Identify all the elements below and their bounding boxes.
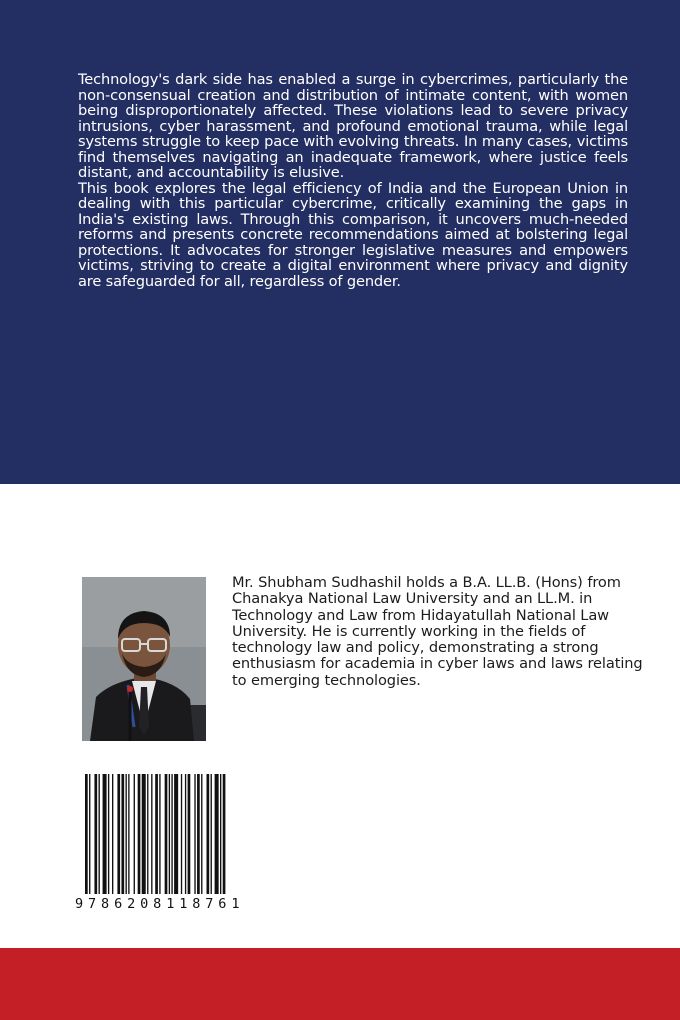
barcode-bar <box>142 774 146 894</box>
author-photo <box>82 577 206 741</box>
barcode-bar <box>126 774 127 894</box>
barcode-bar <box>138 774 141 894</box>
barcode-bar <box>99 774 100 894</box>
barcode-bar <box>155 774 158 894</box>
barcode-bar <box>147 774 148 894</box>
bottom-red-band <box>0 948 680 1020</box>
barcode-bar <box>207 774 210 894</box>
barcode-bar <box>174 774 178 894</box>
barcode-bar <box>188 774 191 894</box>
barcode-bar <box>89 774 90 894</box>
barcode-bar <box>211 774 212 894</box>
barcode-bar <box>165 774 168 894</box>
barcode-bar <box>117 774 120 894</box>
back-cover-top-panel <box>0 0 680 484</box>
barcode-bar <box>159 774 160 894</box>
barcode-bar <box>121 774 124 894</box>
barcode-bars <box>75 774 315 894</box>
barcode-bar <box>169 774 170 894</box>
barcode-bar <box>103 774 107 894</box>
barcode-bar <box>128 774 129 894</box>
book-blurb <box>78 72 628 289</box>
isbn-barcode <box>75 772 315 920</box>
barcode-bar <box>220 774 221 894</box>
barcode-bar <box>151 774 152 894</box>
barcode-bar <box>223 774 226 894</box>
barcode-bar <box>112 774 113 894</box>
author-portrait-image <box>82 577 206 741</box>
barcode-bar <box>197 774 200 894</box>
barcode-bar <box>215 774 219 894</box>
barcode-bar <box>134 774 135 894</box>
barcode-bar <box>108 774 109 894</box>
blurb-paragraph-2: This book explores the legal efficiency of India and the European Union in dealing with this particular cybercrime, critically examining the gaps in India's existing laws. Through this comparison, it uncovers much-needed reforms and presents concrete recommendations aimed at bolstering legal protections. It advocates for stronger legislative measures and empowers victims, striving to create a digital environment where privacy and dignity are safeguarded for all, regardless of gender. <box>78 179 628 290</box>
barcode-bar <box>85 774 88 894</box>
barcode-bar <box>94 774 97 894</box>
isbn-digits: 9786208118761 <box>75 896 245 912</box>
barcode-bar <box>185 774 186 894</box>
barcode-bar <box>194 774 195 894</box>
blurb-paragraph-1: Technology's dark side has enabled a surge in cybercrimes, particularly the non-consensual creation and distribution of intimate content, with women being disproportionately affected. These violations lead to severe privacy intrusions, cyber harassment, and profound emotional trauma, while legal systems struggle to keep pace with evolving threats. In many cases, victims find themselves navigating an inadequate framework, where justice feels distant, and accountability is elusive. <box>78 71 628 181</box>
barcode-bar <box>181 774 182 894</box>
author-bio: Mr. Shubham Sudhashil holds a B.A. LL.B. (Hons) from Chanakya National Law University and an LL.M. in Technology and Law from Hidayatullah National Law University. He is currently working in the fields of technology law and policy, demonstrating a strong enthusiasm for academia in cyber laws and laws relating to emerging technologies. <box>232 574 643 689</box>
barcode-bar <box>171 774 172 894</box>
barcode-bar <box>201 774 202 894</box>
